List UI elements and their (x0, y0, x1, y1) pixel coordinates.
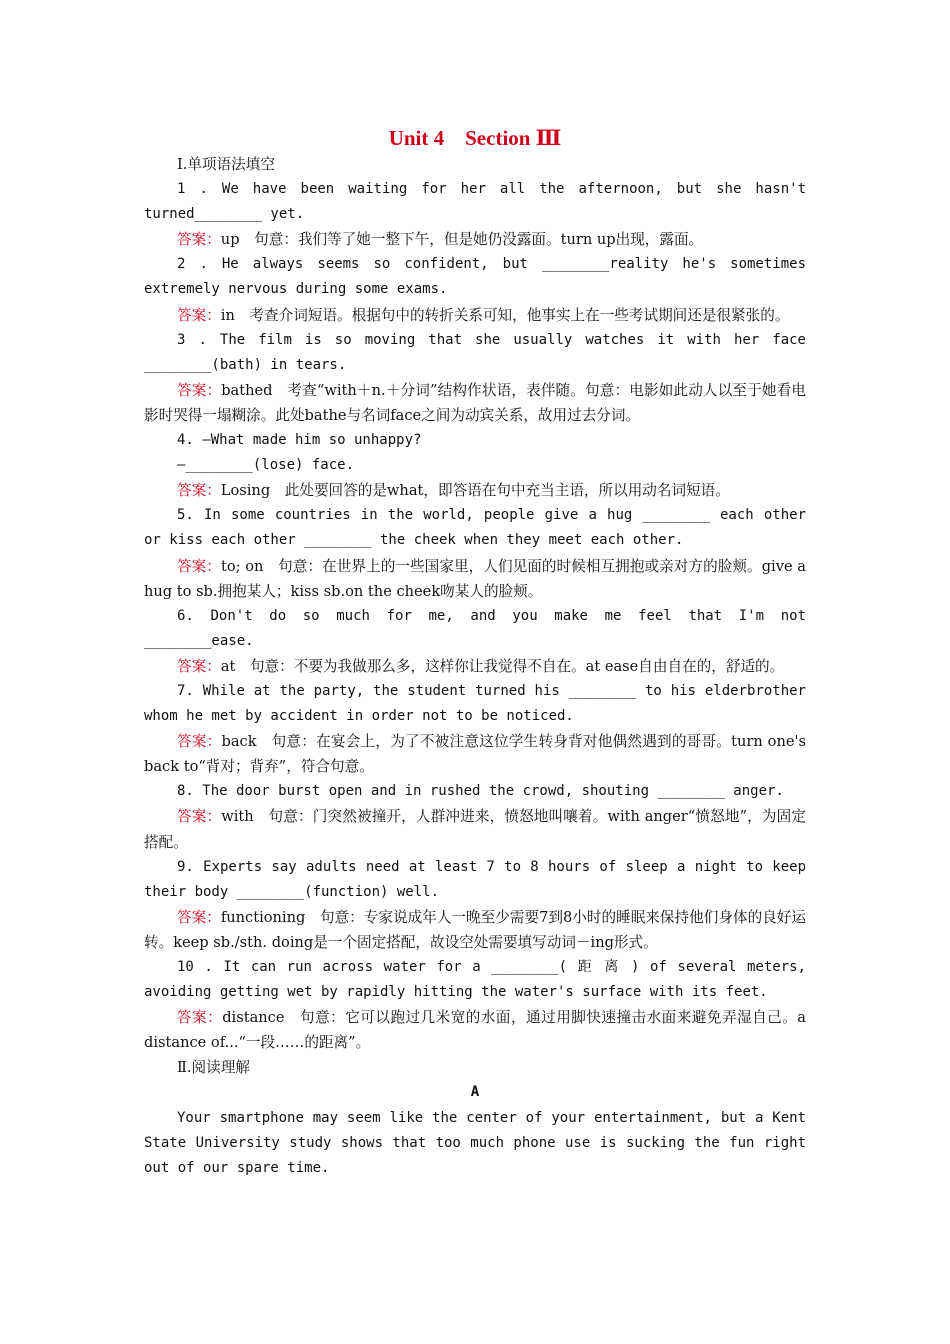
question-item (144, 328, 815, 428)
question-item (144, 779, 806, 854)
answer-label: 答案： (177, 306, 221, 324)
page-title: Unit 4 Section Ⅲ (388, 126, 562, 150)
answer-label: 答案： (177, 482, 221, 500)
question-text: 8. The door burst open and in rushed the crowd, shouting ________ anger. (177, 783, 784, 800)
question-item (144, 604, 815, 679)
answer-explanation: up 句意：我们等了她一整下午，但是她仍没露面。turn up出现，露面。 (220, 231, 704, 249)
answer-explanation: functioning 句意：专家说成年人一晚至少需要7到8小时的睡眠来保持他们身体的良好运转。keep sb./sth. doing是一个固定搭配，故设空处需要填写动词－ing形式。 (144, 908, 806, 951)
question-text: —________(lose) face. (177, 457, 355, 474)
answer-text (144, 905, 806, 955)
question-text: 10 . It can run across water for a ________( 距 离 ) of several meters, avoiding getting wet by rapidly hitting the water's surface with its feet. (144, 959, 815, 1001)
question-list (144, 177, 815, 1055)
passage-label: A (470, 1084, 480, 1101)
answer-text (144, 478, 806, 503)
question-text: 5. In some countries in the world, people give a hug ________ each other or kiss each other ________ the cheek when they meet each other. (144, 507, 815, 549)
answer-label: 答案： (177, 381, 222, 399)
answer-text (144, 303, 806, 328)
answer-explanation: at 句意：不要为我做那么多，这样你让我觉得不自在。at ease自由自在的，舒适的。 (220, 657, 785, 675)
answer-text (144, 378, 806, 428)
answer-label: 答案： (177, 808, 222, 826)
answer-text (144, 227, 806, 252)
answer-text (144, 729, 811, 779)
answer-label: 答案： (177, 557, 221, 575)
question-item (144, 679, 815, 779)
passage-text: Your smartphone may seem like the center of your entertainment, but a Kent State University study shows that too much phone use is sucking the fun right out of our spare time. (144, 1109, 815, 1176)
answer-explanation: in 考查介词短语。根据句中的转折关系可知，他事实上在一些考试期间还是很紧张的。 (220, 306, 790, 324)
question-item (144, 177, 815, 252)
section-heading: Ⅰ.单项语法填空 (177, 156, 275, 173)
answer-text (144, 654, 806, 679)
answer-text (144, 804, 806, 854)
question-text: 6. Don't do so much for me, and you make me feel that I'm not ________ease. (144, 607, 815, 649)
question-text: 1 . We have been waiting for her all the afternoon, but she hasn't turned________ yet. (144, 181, 815, 223)
question-item (144, 428, 806, 503)
answer-label: 答案： (177, 231, 221, 249)
question-text: 9. Experts say adults need at least 7 to 8 hours of sleep a night to keep their body ________(function) well. (144, 858, 815, 900)
section-heading: Ⅱ.阅读理解 (177, 1059, 250, 1077)
answer-label: 答案： (177, 733, 222, 751)
answer-label: 答案： (177, 908, 221, 926)
answer-explanation: Losing 此处要回答的是what，即答语在句中充当主语，所以用动名词短语。 (220, 482, 730, 500)
answer-label: 答案： (177, 1009, 223, 1027)
answer-explanation: distance 句意：它可以跑过几米宽的水面，通过用脚快速撞击水面来避免弄湿自己。a distance of...“一段……的距离”。 (144, 1009, 811, 1052)
question-item (144, 252, 815, 327)
answer-explanation: to; on 句意：在世界上的一些国家里，人们见面的时候相互拥抱或亲对方的脸颊。give a hug to sb.拥抱某人；kiss sb.on the cheek吻某人的脸颊。 (144, 557, 811, 600)
document-page (144, 124, 815, 1181)
answer-explanation: with 句意：门突然被撞开，人群冲进来，愤怒地叫嚷着。with anger“愤怒地”，为固定搭配。 (144, 808, 806, 851)
answer-explanation: bathed 考查“with＋n.＋分词”结构作状语，表伴随。句意：电影如此动人以至于她看电影时哭得一塌糊涂。此处bathe与名词face之间为动宾关系，故用过去分词。 (144, 381, 806, 424)
answer-text (144, 1005, 811, 1055)
answer-label: 答案： (177, 657, 221, 675)
question-text: 2 . He always seems so confident, but ________reality he's sometimes extremely nervous during some exams. (144, 256, 815, 298)
question-text: 3 . The film is so moving that she usually watches it with her face ________(bath) in tears. (144, 331, 815, 373)
answer-explanation: back 句意：在宴会上，为了不被注意这位学生转身背对他偶然遇到的哥哥。turn one's back to“背对；背弃”，符合句意。 (144, 733, 811, 776)
question-text: 4. —What made him so unhappy? (177, 432, 422, 449)
question-item (144, 503, 815, 603)
question-item (144, 855, 815, 955)
question-text: 7. While at the party, the student turned his ________ to his elderbrother whom he met by accident in order not to be noticed. (144, 682, 815, 725)
question-item (144, 955, 815, 1055)
answer-text (144, 554, 811, 604)
